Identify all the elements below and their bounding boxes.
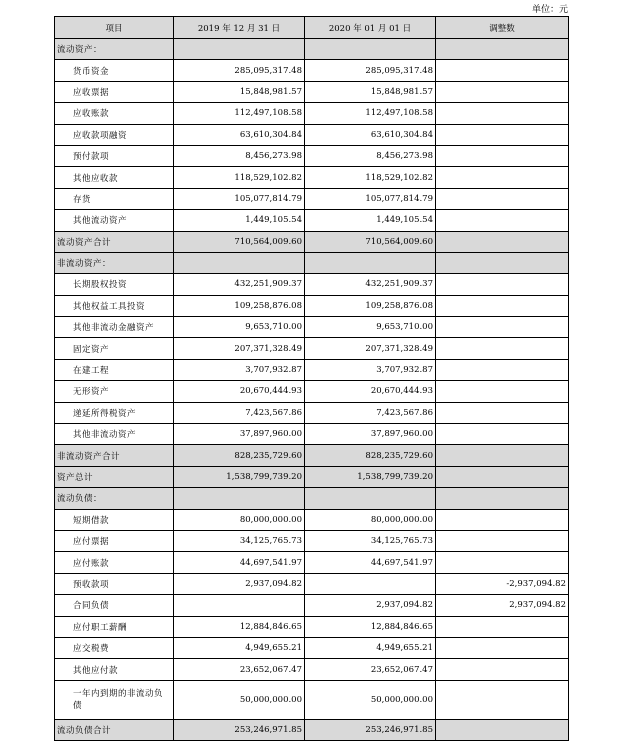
value-2019-cell: 50,000,000.00 xyxy=(174,680,305,719)
value-2020-cell: 207,371,328.49 xyxy=(305,338,436,359)
value-2019-cell: 20,670,444.93 xyxy=(174,381,305,402)
row-name-cell: 合同负债 xyxy=(55,595,174,616)
table-row xyxy=(55,530,569,551)
value-2020-cell: 23,652,067.47 xyxy=(305,659,436,680)
value-2019-cell: 12,884,846.65 xyxy=(174,616,305,637)
adjustment-cell xyxy=(436,509,569,530)
value-2019-cell: 7,423,567.86 xyxy=(174,402,305,423)
adjustment-cell xyxy=(436,103,569,124)
value-2019-cell: 112,497,108.58 xyxy=(174,103,305,124)
adjustment-cell xyxy=(436,359,569,380)
value-2020-cell: 109,258,876.08 xyxy=(305,295,436,316)
adjustment-cell xyxy=(436,145,569,166)
value-2019-cell xyxy=(174,39,305,60)
adjustment-cell xyxy=(436,295,569,316)
total-row xyxy=(55,719,569,740)
value-2019-cell: 3,707,932.87 xyxy=(174,359,305,380)
table-row xyxy=(55,167,569,188)
value-2020-cell: 710,564,009.60 xyxy=(305,231,436,252)
row-name-cell: 预付款项 xyxy=(55,145,174,166)
value-2020-cell xyxy=(305,39,436,60)
value-2020-cell: 285,095,317.48 xyxy=(305,60,436,81)
adjustment-cell xyxy=(436,188,569,209)
table-row xyxy=(55,338,569,359)
value-2020-cell: 253,246,971.85 xyxy=(305,719,436,740)
unit-label: 单位：元 xyxy=(531,5,568,15)
adjustment-cell xyxy=(436,210,569,231)
adjustment-cell xyxy=(436,552,569,573)
value-2020-cell: 80,000,000.00 xyxy=(305,509,436,530)
row-name-cell: 流动资产合计 xyxy=(55,231,174,252)
adjustment-cell xyxy=(436,231,569,252)
row-name-cell: 应收账款 xyxy=(55,103,174,124)
row-name-cell: 其他应付款 xyxy=(55,659,174,680)
row-name-cell: 预收款项 xyxy=(55,573,174,594)
row-name-cell: 长期股权投资 xyxy=(55,274,174,295)
value-2020-cell: 828,235,729.60 xyxy=(305,445,436,466)
value-2020-cell: 9,653,710.00 xyxy=(305,317,436,338)
total-row xyxy=(55,466,569,487)
row-name-cell: 存货 xyxy=(55,188,174,209)
adjustment-cell xyxy=(436,317,569,338)
value-2019-cell: 15,848,981.57 xyxy=(174,81,305,102)
row-name-cell: 在建工程 xyxy=(55,359,174,380)
value-2019-cell: 105,077,814.79 xyxy=(174,188,305,209)
table-row xyxy=(55,81,569,102)
table-row xyxy=(55,573,569,594)
value-2019-cell: 285,095,317.48 xyxy=(174,60,305,81)
value-2020-cell: 118,529,102.82 xyxy=(305,167,436,188)
adjustment-cell xyxy=(436,445,569,466)
table-row xyxy=(55,424,569,445)
row-name-cell: 其他流动资产 xyxy=(55,210,174,231)
adjustment-cell xyxy=(436,252,569,273)
value-2020-cell: 34,125,765.73 xyxy=(305,530,436,551)
table-header-row xyxy=(55,17,569,39)
adjustment-cell xyxy=(436,719,569,740)
value-2020-cell: 1,449,105.54 xyxy=(305,210,436,231)
value-2019-cell: 23,652,067.47 xyxy=(174,659,305,680)
adjustment-cell xyxy=(436,488,569,509)
section-row xyxy=(55,39,569,60)
row-name-cell: 一年内到期的非流动负债 xyxy=(55,680,174,719)
adjustment-cell xyxy=(436,81,569,102)
table-row xyxy=(55,616,569,637)
table-row xyxy=(55,295,569,316)
value-2019-cell: 2,937,094.82 xyxy=(174,573,305,594)
adjustment-cell xyxy=(436,616,569,637)
table-row xyxy=(55,552,569,573)
row-name-cell: 流动负债合计 xyxy=(55,719,174,740)
value-2020-cell: 7,423,567.86 xyxy=(305,402,436,423)
adjustment-cell xyxy=(436,402,569,423)
row-name-cell: 应交税费 xyxy=(55,637,174,658)
value-2019-cell: 710,564,009.60 xyxy=(174,231,305,252)
value-2019-cell: 207,371,328.49 xyxy=(174,338,305,359)
adjustment-cell xyxy=(436,659,569,680)
value-2019-cell: 4,949,655.21 xyxy=(174,637,305,658)
table-row xyxy=(55,659,569,680)
value-2020-cell: 12,884,846.65 xyxy=(305,616,436,637)
value-2019-cell: 1,449,105.54 xyxy=(174,210,305,231)
table-row xyxy=(55,680,569,719)
value-2020-cell: 20,670,444.93 xyxy=(305,381,436,402)
table-row xyxy=(55,509,569,530)
row-name-cell: 其他非流动金融资产 xyxy=(55,317,174,338)
table-row xyxy=(55,402,569,423)
value-2019-cell: 432,251,909.37 xyxy=(174,274,305,295)
row-name-cell: 流动负债： xyxy=(55,488,174,509)
header-adjustment: 调整数 xyxy=(436,17,569,39)
value-2020-cell xyxy=(305,488,436,509)
value-2019-cell: 34,125,765.73 xyxy=(174,530,305,551)
value-2020-cell: 44,697,541.97 xyxy=(305,552,436,573)
row-name-cell: 应收票据 xyxy=(55,81,174,102)
row-name-cell: 无形资产 xyxy=(55,381,174,402)
value-2019-cell: 37,897,960.00 xyxy=(174,424,305,445)
value-2020-cell: 105,077,814.79 xyxy=(305,188,436,209)
value-2019-cell: 80,000,000.00 xyxy=(174,509,305,530)
row-name-cell: 流动资产： xyxy=(55,39,174,60)
table-row xyxy=(55,60,569,81)
table-row xyxy=(55,637,569,658)
header-2020-01-01: 2020 年 01 月 01 日 xyxy=(305,17,436,39)
row-name-cell: 非流动资产合计 xyxy=(55,445,174,466)
row-name-cell: 固定资产 xyxy=(55,338,174,359)
adjustment-cell xyxy=(436,39,569,60)
adjustment-cell xyxy=(436,530,569,551)
value-2019-cell: 1,538,799,739.20 xyxy=(174,466,305,487)
adjustment-cell xyxy=(436,60,569,81)
value-2019-cell: 118,529,102.82 xyxy=(174,167,305,188)
value-2019-cell: 828,235,729.60 xyxy=(174,445,305,466)
adjustment-cell: 2,937,094.82 xyxy=(436,595,569,616)
header-item: 项目 xyxy=(55,17,174,39)
adjustment-cell xyxy=(436,637,569,658)
value-2020-cell: 1,538,799,739.20 xyxy=(305,466,436,487)
header-2019-12-31: 2019 年 12 月 31 日 xyxy=(174,17,305,39)
balance-adjustment-table xyxy=(54,16,569,741)
table-row xyxy=(55,145,569,166)
table-row xyxy=(55,317,569,338)
value-2020-cell: 2,937,094.82 xyxy=(305,595,436,616)
section-row xyxy=(55,252,569,273)
total-row xyxy=(55,445,569,466)
value-2020-cell: 432,251,909.37 xyxy=(305,274,436,295)
value-2020-cell xyxy=(305,573,436,594)
value-2019-cell: 63,610,304.84 xyxy=(174,124,305,145)
row-name-cell: 非流动资产： xyxy=(55,252,174,273)
adjustment-cell xyxy=(436,466,569,487)
value-2019-cell: 44,697,541.97 xyxy=(174,552,305,573)
adjustment-cell xyxy=(436,338,569,359)
value-2019-cell xyxy=(174,488,305,509)
adjustment-cell xyxy=(436,274,569,295)
adjustment-cell: -2,937,094.82 xyxy=(436,573,569,594)
table-row xyxy=(55,595,569,616)
row-name-cell: 资产总计 xyxy=(55,466,174,487)
value-2020-cell: 8,456,273.98 xyxy=(305,145,436,166)
table-row xyxy=(55,381,569,402)
table-row xyxy=(55,274,569,295)
table-row xyxy=(55,103,569,124)
row-name-cell: 应付职工薪酬 xyxy=(55,616,174,637)
value-2019-cell xyxy=(174,252,305,273)
row-name-cell: 应收款项融资 xyxy=(55,124,174,145)
table-body xyxy=(55,39,569,741)
table-row xyxy=(55,188,569,209)
value-2019-cell: 9,653,710.00 xyxy=(174,317,305,338)
value-2019-cell: 8,456,273.98 xyxy=(174,145,305,166)
row-name-cell: 短期借款 xyxy=(55,509,174,530)
row-name-cell: 应付票据 xyxy=(55,530,174,551)
adjustment-cell xyxy=(436,680,569,719)
table-row xyxy=(55,359,569,380)
value-2020-cell: 37,897,960.00 xyxy=(305,424,436,445)
value-2020-cell: 3,707,932.87 xyxy=(305,359,436,380)
table-row xyxy=(55,124,569,145)
value-2020-cell: 63,610,304.84 xyxy=(305,124,436,145)
row-name-cell: 递延所得税资产 xyxy=(55,402,174,423)
value-2020-cell: 15,848,981.57 xyxy=(305,81,436,102)
row-name-cell: 货币资金 xyxy=(55,60,174,81)
adjustment-cell xyxy=(436,167,569,188)
row-name-cell: 其他非流动资产 xyxy=(55,424,174,445)
row-name-cell: 其他应收款 xyxy=(55,167,174,188)
row-name-cell: 应付账款 xyxy=(55,552,174,573)
table-row xyxy=(55,210,569,231)
value-2019-cell: 253,246,971.85 xyxy=(174,719,305,740)
adjustment-cell xyxy=(436,381,569,402)
value-2020-cell: 4,949,655.21 xyxy=(305,637,436,658)
value-2020-cell xyxy=(305,252,436,273)
section-row xyxy=(55,488,569,509)
value-2019-cell: 109,258,876.08 xyxy=(174,295,305,316)
value-2019-cell xyxy=(174,595,305,616)
value-2020-cell: 112,497,108.58 xyxy=(305,103,436,124)
adjustment-cell xyxy=(436,124,569,145)
total-row xyxy=(55,231,569,252)
adjustment-cell xyxy=(436,424,569,445)
value-2020-cell: 50,000,000.00 xyxy=(305,680,436,719)
row-name-cell: 其他权益工具投资 xyxy=(55,295,174,316)
